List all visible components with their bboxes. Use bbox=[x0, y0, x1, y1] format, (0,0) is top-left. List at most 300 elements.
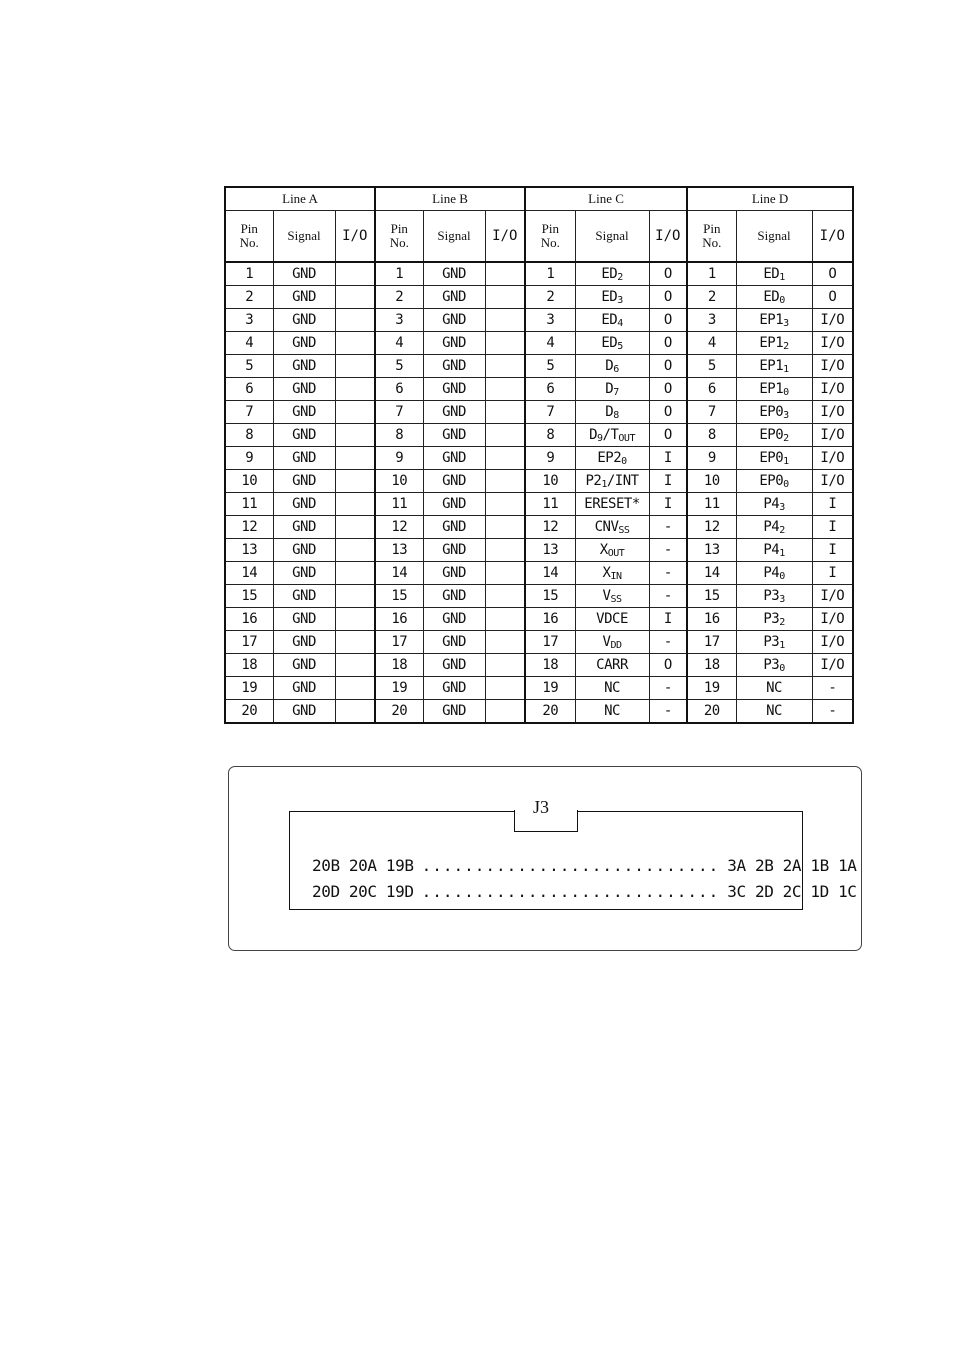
line-c-pin-cell: 10 bbox=[525, 470, 575, 493]
table-row bbox=[225, 654, 853, 677]
line-c-pin-cell: 7 bbox=[525, 401, 575, 424]
line-a-signal-cell: GND bbox=[273, 447, 335, 470]
line-c-signal-cell: $X_{OUT}$ bbox=[575, 539, 649, 562]
line-d-io-cell: I/O bbox=[812, 470, 853, 493]
line-b-pin-cell: 13 bbox=[375, 539, 423, 562]
table-row bbox=[225, 447, 853, 470]
line-d-pin-cell: 7 bbox=[687, 401, 736, 424]
line-a-signal-cell: GND bbox=[273, 332, 335, 355]
line-b-io-cell bbox=[485, 355, 525, 378]
line-b-pin-cell: 14 bbox=[375, 562, 423, 585]
line-c-pin-cell: 1 bbox=[525, 262, 575, 286]
line-c-pin-cell: 12 bbox=[525, 516, 575, 539]
line-d-pin-cell: 15 bbox=[687, 585, 736, 608]
line-d-signal-cell: $P3_1$ bbox=[736, 631, 812, 654]
line-b-pin-cell: 19 bbox=[375, 677, 423, 700]
top-row-left-pins: 20B 20A 19B bbox=[312, 856, 414, 875]
line-b-pin-cell: 7 bbox=[375, 401, 423, 424]
line-a-pin-cell: 20 bbox=[225, 700, 273, 724]
line-d-pin-cell: 4 bbox=[687, 332, 736, 355]
line-a-header: Line A bbox=[225, 187, 375, 211]
line-b-signal-cell: GND bbox=[423, 700, 485, 724]
line-a-io-cell bbox=[335, 585, 375, 608]
line-d-signal-cell: $EP0_0$ bbox=[736, 470, 812, 493]
line-b-signal-header: Signal bbox=[423, 211, 485, 263]
line-d-io-cell: O bbox=[812, 286, 853, 309]
line-a-io-cell bbox=[335, 516, 375, 539]
table-row bbox=[225, 262, 853, 286]
line-a-signal-cell: GND bbox=[273, 654, 335, 677]
line-d-signal-cell: $P3_2$ bbox=[736, 608, 812, 631]
line-a-signal-cell: GND bbox=[273, 700, 335, 724]
line-c-pin-cell: 9 bbox=[525, 447, 575, 470]
line-b-io-cell bbox=[485, 309, 525, 332]
pin-header-line2: No. bbox=[239, 235, 259, 250]
line-d-signal-cell: $P3_0$ bbox=[736, 654, 812, 677]
table-row bbox=[225, 631, 853, 654]
line-c-io-cell: - bbox=[649, 516, 687, 539]
line-c-io-cell: I bbox=[649, 493, 687, 516]
line-header-row bbox=[225, 187, 853, 211]
line-b-signal-cell: GND bbox=[423, 355, 485, 378]
line-d-io-cell: I/O bbox=[812, 447, 853, 470]
line-d-io-cell: - bbox=[812, 700, 853, 724]
line-c-io-cell: - bbox=[649, 585, 687, 608]
table-row bbox=[225, 332, 853, 355]
connector-label: J3 bbox=[533, 797, 550, 817]
pin-table-grid bbox=[224, 186, 854, 724]
line-a-io-cell bbox=[335, 401, 375, 424]
line-c-signal-cell: $V_{DD}$ bbox=[575, 631, 649, 654]
line-b-signal-cell: GND bbox=[423, 516, 485, 539]
line-a-pin-cell: 17 bbox=[225, 631, 273, 654]
line-c-io-cell: I bbox=[649, 608, 687, 631]
line-b-signal-cell: GND bbox=[423, 608, 485, 631]
line-d-signal-cell: $P4_1$ bbox=[736, 539, 812, 562]
line-d-signal-cell: $EP1_3$ bbox=[736, 309, 812, 332]
line-a-io-cell bbox=[335, 631, 375, 654]
line-a-pin-cell: 19 bbox=[225, 677, 273, 700]
line-c-pin-cell: 2 bbox=[525, 286, 575, 309]
line-d-signal-cell: $EP1_0$ bbox=[736, 378, 812, 401]
line-b-io-cell bbox=[485, 516, 525, 539]
line-b-pin-cell: 20 bbox=[375, 700, 423, 724]
line-c-signal-cell: $EP2_0$ bbox=[575, 447, 649, 470]
line-a-pin-cell: 18 bbox=[225, 654, 273, 677]
line-c-io-cell: - bbox=[649, 539, 687, 562]
line-c-signal-cell: $CNV_{SS}$ bbox=[575, 516, 649, 539]
line-d-io-cell: I/O bbox=[812, 309, 853, 332]
pin-header-line2: No. bbox=[540, 235, 560, 250]
line-a-signal-cell: GND bbox=[273, 539, 335, 562]
line-c-signal-cell: $V_{SS}$ bbox=[575, 585, 649, 608]
line-a-io-cell bbox=[335, 424, 375, 447]
line-d-pin-cell: 6 bbox=[687, 378, 736, 401]
connector-diagram-frame bbox=[228, 766, 862, 951]
pin-rows bbox=[225, 262, 853, 723]
line-b-pin-cell: 11 bbox=[375, 493, 423, 516]
line-c-pin-cell: 11 bbox=[525, 493, 575, 516]
connector-pin-row-bottom bbox=[312, 882, 857, 901]
line-c-signal-cell: $X_{IN}$ bbox=[575, 562, 649, 585]
line-c-header: Line C bbox=[525, 187, 687, 211]
line-a-pin-cell: 10 bbox=[225, 470, 273, 493]
line-d-pin-cell: 14 bbox=[687, 562, 736, 585]
line-b-io-cell bbox=[485, 631, 525, 654]
line-d-signal-cell: NC bbox=[736, 677, 812, 700]
line-b-signal-cell: GND bbox=[423, 654, 485, 677]
line-d-io-cell: I/O bbox=[812, 654, 853, 677]
line-a-pin-cell: 13 bbox=[225, 539, 273, 562]
line-c-io-cell: - bbox=[649, 677, 687, 700]
line-a-io-cell bbox=[335, 355, 375, 378]
line-b-io-cell bbox=[485, 332, 525, 355]
table-row bbox=[225, 309, 853, 332]
line-a-signal-cell: GND bbox=[273, 585, 335, 608]
line-b-pin-cell: 3 bbox=[375, 309, 423, 332]
column-header-row bbox=[225, 211, 853, 263]
line-b-pin-cell: 15 bbox=[375, 585, 423, 608]
line-b-pin-no-header bbox=[375, 211, 423, 263]
line-a-pin-no-header bbox=[225, 211, 273, 263]
line-d-pin-cell: 18 bbox=[687, 654, 736, 677]
line-c-io-cell: - bbox=[649, 631, 687, 654]
connector-pin-row-top bbox=[312, 856, 857, 875]
line-c-io-cell: O bbox=[649, 332, 687, 355]
top-row-right-pins: 3A 2B 2A 1B 1A bbox=[727, 856, 857, 875]
line-d-io-cell: I/O bbox=[812, 378, 853, 401]
pin-header-line2: No. bbox=[389, 235, 409, 250]
line-d-signal-cell: $P4_0$ bbox=[736, 562, 812, 585]
line-d-pin-cell: 16 bbox=[687, 608, 736, 631]
line-b-signal-cell: GND bbox=[423, 401, 485, 424]
line-a-pin-cell: 3 bbox=[225, 309, 273, 332]
line-d-signal-cell: $P4_3$ bbox=[736, 493, 812, 516]
line-a-signal-cell: GND bbox=[273, 262, 335, 286]
line-a-signal-cell: GND bbox=[273, 470, 335, 493]
table-row bbox=[225, 470, 853, 493]
line-a-pin-cell: 5 bbox=[225, 355, 273, 378]
line-d-io-cell: - bbox=[812, 677, 853, 700]
line-d-io-cell: I/O bbox=[812, 401, 853, 424]
line-a-io-cell bbox=[335, 378, 375, 401]
line-b-pin-cell: 18 bbox=[375, 654, 423, 677]
table-row bbox=[225, 355, 853, 378]
line-d-pin-cell: 3 bbox=[687, 309, 736, 332]
line-b-pin-cell: 2 bbox=[375, 286, 423, 309]
line-c-signal-cell: $D_7$ bbox=[575, 378, 649, 401]
line-d-pin-cell: 9 bbox=[687, 447, 736, 470]
pin-header-line1: Pin bbox=[240, 221, 258, 236]
line-c-signal-cell: $ED_4$ bbox=[575, 309, 649, 332]
line-d-header: Line D bbox=[687, 187, 853, 211]
line-b-signal-cell: GND bbox=[423, 470, 485, 493]
line-a-io-cell bbox=[335, 493, 375, 516]
connector-body bbox=[289, 811, 857, 910]
table-row bbox=[225, 286, 853, 309]
line-c-pin-cell: 14 bbox=[525, 562, 575, 585]
line-b-pin-cell: 1 bbox=[375, 262, 423, 286]
line-c-signal-cell: $D_8$ bbox=[575, 401, 649, 424]
line-c-pin-cell: 6 bbox=[525, 378, 575, 401]
line-c-io-cell: O bbox=[649, 262, 687, 286]
line-a-io-cell bbox=[335, 447, 375, 470]
line-c-signal-cell: CARR bbox=[575, 654, 649, 677]
line-c-pin-no-header bbox=[525, 211, 575, 263]
line-d-pin-cell: 19 bbox=[687, 677, 736, 700]
line-b-io-cell bbox=[485, 493, 525, 516]
line-c-signal-cell: $D_6$ bbox=[575, 355, 649, 378]
pin-header-line1: Pin bbox=[541, 221, 559, 236]
line-c-pin-cell: 3 bbox=[525, 309, 575, 332]
line-a-signal-header: Signal bbox=[273, 211, 335, 263]
line-d-pin-no-header bbox=[687, 211, 736, 263]
line-a-io-cell bbox=[335, 309, 375, 332]
line-d-io-header: I/O bbox=[812, 211, 853, 263]
line-d-signal-cell: $EP0_1$ bbox=[736, 447, 812, 470]
line-c-io-cell: O bbox=[649, 654, 687, 677]
line-b-io-cell bbox=[485, 262, 525, 286]
line-c-io-header: I/O bbox=[649, 211, 687, 263]
line-d-pin-cell: 11 bbox=[687, 493, 736, 516]
line-a-pin-cell: 6 bbox=[225, 378, 273, 401]
pin-header-line2: No. bbox=[702, 235, 722, 250]
line-d-io-cell: I bbox=[812, 562, 853, 585]
line-c-signal-cell: NC bbox=[575, 700, 649, 724]
line-b-pin-cell: 17 bbox=[375, 631, 423, 654]
line-a-io-cell bbox=[335, 332, 375, 355]
line-c-io-cell: I bbox=[649, 447, 687, 470]
line-c-io-cell: O bbox=[649, 424, 687, 447]
line-d-signal-cell: $P4_2$ bbox=[736, 516, 812, 539]
line-d-io-cell: I/O bbox=[812, 332, 853, 355]
line-c-pin-cell: 19 bbox=[525, 677, 575, 700]
line-b-pin-cell: 10 bbox=[375, 470, 423, 493]
line-a-signal-cell: GND bbox=[273, 516, 335, 539]
line-d-signal-cell: NC bbox=[736, 700, 812, 724]
top-row-ellipsis: ............................ bbox=[421, 856, 720, 875]
line-a-pin-cell: 4 bbox=[225, 332, 273, 355]
line-d-pin-cell: 8 bbox=[687, 424, 736, 447]
line-a-pin-cell: 8 bbox=[225, 424, 273, 447]
table-row bbox=[225, 539, 853, 562]
line-a-pin-cell: 9 bbox=[225, 447, 273, 470]
line-a-io-cell bbox=[335, 539, 375, 562]
line-c-signal-cell: $ED_5$ bbox=[575, 332, 649, 355]
line-a-signal-cell: GND bbox=[273, 355, 335, 378]
line-a-io-cell bbox=[335, 286, 375, 309]
line-b-io-cell bbox=[485, 539, 525, 562]
line-c-signal-cell: $D_9/T_{OUT}$ bbox=[575, 424, 649, 447]
line-c-pin-cell: 16 bbox=[525, 608, 575, 631]
line-c-io-cell: O bbox=[649, 355, 687, 378]
line-a-pin-cell: 1 bbox=[225, 262, 273, 286]
line-b-io-cell bbox=[485, 286, 525, 309]
line-a-signal-cell: GND bbox=[273, 631, 335, 654]
line-a-signal-cell: GND bbox=[273, 677, 335, 700]
line-b-pin-cell: 8 bbox=[375, 424, 423, 447]
line-c-signal-cell: $P2_1$/INT bbox=[575, 470, 649, 493]
line-d-pin-cell: 1 bbox=[687, 262, 736, 286]
line-b-signal-cell: GND bbox=[423, 424, 485, 447]
line-d-signal-cell: $EP0_3$ bbox=[736, 401, 812, 424]
line-c-io-cell: O bbox=[649, 309, 687, 332]
line-d-pin-cell: 20 bbox=[687, 700, 736, 724]
line-b-signal-cell: GND bbox=[423, 309, 485, 332]
line-b-pin-cell: 9 bbox=[375, 447, 423, 470]
line-b-pin-cell: 6 bbox=[375, 378, 423, 401]
line-d-pin-cell: 17 bbox=[687, 631, 736, 654]
line-a-io-cell bbox=[335, 608, 375, 631]
line-b-io-cell bbox=[485, 424, 525, 447]
line-b-pin-cell: 16 bbox=[375, 608, 423, 631]
line-b-io-cell bbox=[485, 585, 525, 608]
line-c-pin-cell: 18 bbox=[525, 654, 575, 677]
table-row bbox=[225, 700, 853, 724]
line-d-signal-header: Signal bbox=[736, 211, 812, 263]
line-d-io-cell: I/O bbox=[812, 355, 853, 378]
line-c-pin-cell: 17 bbox=[525, 631, 575, 654]
line-b-io-cell bbox=[485, 677, 525, 700]
line-a-pin-cell: 7 bbox=[225, 401, 273, 424]
line-b-pin-cell: 4 bbox=[375, 332, 423, 355]
line-a-io-cell bbox=[335, 262, 375, 286]
line-b-pin-cell: 5 bbox=[375, 355, 423, 378]
line-d-io-cell: I bbox=[812, 516, 853, 539]
line-b-io-cell bbox=[485, 608, 525, 631]
line-d-signal-cell: $EP1_2$ bbox=[736, 332, 812, 355]
line-c-signal-cell: NC bbox=[575, 677, 649, 700]
line-b-header: Line B bbox=[375, 187, 525, 211]
line-d-io-cell: I bbox=[812, 539, 853, 562]
line-c-io-cell: O bbox=[649, 286, 687, 309]
pin-assignment-table bbox=[224, 186, 852, 719]
line-a-pin-cell: 15 bbox=[225, 585, 273, 608]
line-a-signal-cell: GND bbox=[273, 309, 335, 332]
line-c-pin-cell: 8 bbox=[525, 424, 575, 447]
line-d-signal-cell: $EP0_2$ bbox=[736, 424, 812, 447]
line-c-io-cell: O bbox=[649, 378, 687, 401]
line-b-io-cell bbox=[485, 470, 525, 493]
line-b-signal-cell: GND bbox=[423, 585, 485, 608]
pin-header-line1: Pin bbox=[703, 221, 721, 236]
line-c-pin-cell: 5 bbox=[525, 355, 575, 378]
line-b-signal-cell: GND bbox=[423, 262, 485, 286]
line-d-io-cell: I bbox=[812, 493, 853, 516]
line-a-io-cell bbox=[335, 562, 375, 585]
table-row bbox=[225, 608, 853, 631]
line-c-io-cell: - bbox=[649, 562, 687, 585]
line-c-signal-cell: ERESET* bbox=[575, 493, 649, 516]
line-a-io-cell bbox=[335, 700, 375, 724]
line-d-pin-cell: 13 bbox=[687, 539, 736, 562]
line-a-io-cell bbox=[335, 654, 375, 677]
line-d-io-cell: I/O bbox=[812, 424, 853, 447]
line-a-signal-cell: GND bbox=[273, 378, 335, 401]
table-row bbox=[225, 493, 853, 516]
line-c-pin-cell: 15 bbox=[525, 585, 575, 608]
bottom-row-ellipsis: ............................ bbox=[421, 882, 720, 901]
line-d-signal-cell: $EP1_1$ bbox=[736, 355, 812, 378]
line-c-io-cell: I bbox=[649, 470, 687, 493]
bottom-row-right-pins: 3C 2D 2C 1D 1C bbox=[727, 882, 857, 901]
line-b-signal-cell: GND bbox=[423, 539, 485, 562]
line-a-pin-cell: 12 bbox=[225, 516, 273, 539]
line-d-io-cell: I/O bbox=[812, 631, 853, 654]
table-row bbox=[225, 378, 853, 401]
line-b-signal-cell: GND bbox=[423, 631, 485, 654]
line-c-io-cell: - bbox=[649, 700, 687, 724]
line-d-pin-cell: 12 bbox=[687, 516, 736, 539]
line-d-pin-cell: 2 bbox=[687, 286, 736, 309]
line-c-pin-cell: 4 bbox=[525, 332, 575, 355]
line-c-pin-cell: 20 bbox=[525, 700, 575, 724]
line-a-signal-cell: GND bbox=[273, 562, 335, 585]
table-row bbox=[225, 585, 853, 608]
line-c-signal-header: Signal bbox=[575, 211, 649, 263]
line-b-io-header: I/O bbox=[485, 211, 525, 263]
table-row bbox=[225, 562, 853, 585]
line-b-signal-cell: GND bbox=[423, 447, 485, 470]
line-b-io-cell bbox=[485, 447, 525, 470]
line-c-signal-cell: $ED_3$ bbox=[575, 286, 649, 309]
line-b-io-cell bbox=[485, 654, 525, 677]
line-a-io-cell bbox=[335, 677, 375, 700]
line-d-signal-cell: $ED_0$ bbox=[736, 286, 812, 309]
line-c-pin-cell: 13 bbox=[525, 539, 575, 562]
table-row bbox=[225, 424, 853, 447]
pin-header-line1: Pin bbox=[390, 221, 408, 236]
line-b-io-cell bbox=[485, 401, 525, 424]
table-row bbox=[225, 401, 853, 424]
line-a-io-cell bbox=[335, 470, 375, 493]
line-c-signal-cell: $ED_2$ bbox=[575, 262, 649, 286]
line-b-io-cell bbox=[485, 700, 525, 724]
line-c-signal-cell: VDCE bbox=[575, 608, 649, 631]
line-a-signal-cell: GND bbox=[273, 286, 335, 309]
line-b-io-cell bbox=[485, 378, 525, 401]
line-a-pin-cell: 16 bbox=[225, 608, 273, 631]
line-d-signal-cell: $ED_1$ bbox=[736, 262, 812, 286]
line-d-pin-cell: 10 bbox=[687, 470, 736, 493]
line-a-pin-cell: 2 bbox=[225, 286, 273, 309]
line-a-pin-cell: 11 bbox=[225, 493, 273, 516]
table-row bbox=[225, 677, 853, 700]
table-row bbox=[225, 516, 853, 539]
line-b-signal-cell: GND bbox=[423, 378, 485, 401]
line-b-signal-cell: GND bbox=[423, 332, 485, 355]
line-b-io-cell bbox=[485, 562, 525, 585]
line-d-pin-cell: 5 bbox=[687, 355, 736, 378]
line-b-signal-cell: GND bbox=[423, 286, 485, 309]
line-d-io-cell: O bbox=[812, 262, 853, 286]
line-d-io-cell: I/O bbox=[812, 585, 853, 608]
bottom-row-left-pins: 20D 20C 19D bbox=[312, 882, 414, 901]
line-a-signal-cell: GND bbox=[273, 401, 335, 424]
line-a-signal-cell: GND bbox=[273, 424, 335, 447]
line-c-io-cell: O bbox=[649, 401, 687, 424]
line-a-signal-cell: GND bbox=[273, 493, 335, 516]
line-d-signal-cell: $P3_3$ bbox=[736, 585, 812, 608]
line-b-pin-cell: 12 bbox=[375, 516, 423, 539]
line-a-signal-cell: GND bbox=[273, 608, 335, 631]
line-b-signal-cell: GND bbox=[423, 562, 485, 585]
line-a-pin-cell: 14 bbox=[225, 562, 273, 585]
line-d-io-cell: I/O bbox=[812, 608, 853, 631]
line-a-io-header: I/O bbox=[335, 211, 375, 263]
line-b-signal-cell: GND bbox=[423, 493, 485, 516]
line-b-signal-cell: GND bbox=[423, 677, 485, 700]
